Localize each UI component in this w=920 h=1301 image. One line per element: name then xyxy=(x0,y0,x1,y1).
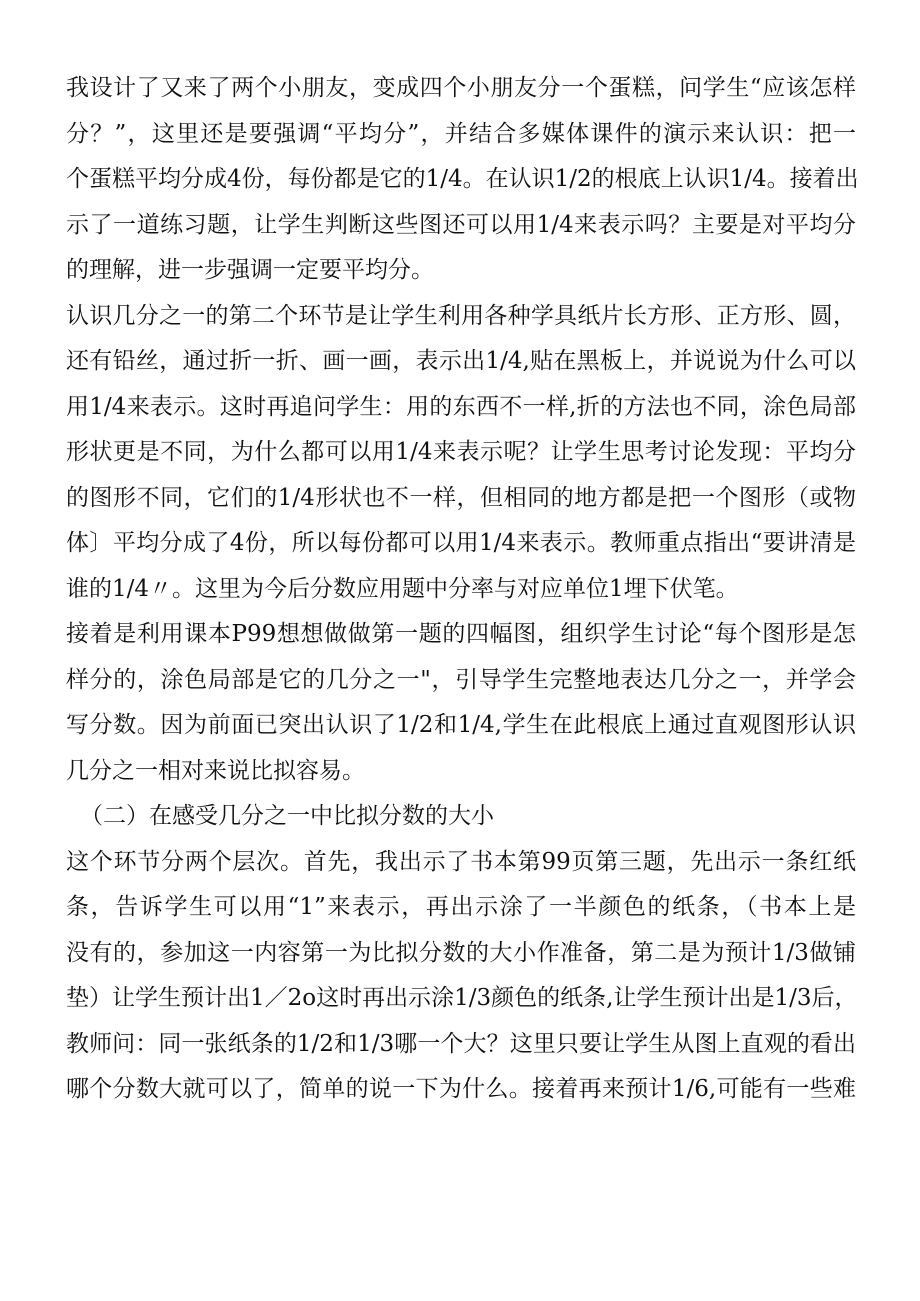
text-line: 形状更是不同，为什么都可以用1/4来表示呢？让学生思考讨论发现：平均分 xyxy=(66,439,856,465)
text-line: 的理解，进一步强调一定要平均分。 xyxy=(66,257,434,283)
text-line: 这个环节分两个层次。首先，我出示了书本第99页第三题，先出示一条红纸 xyxy=(66,848,856,875)
text-line: 教师问：同一张纸条的1/2和1/3哪一个大？这里只要让学生从图上直观的看出 xyxy=(66,1030,856,1057)
text-line: 哪个分数大就可以了，简单的说一下为什么。接着再来预计1/6,可能有一些难 xyxy=(66,1076,856,1102)
text-line: 样分的，涂色局部是它的几分之一"，引导学生完整地表达几分之一，并学会 xyxy=(66,666,856,693)
paragraph-2 xyxy=(66,294,856,613)
text-line: 没有的，参加这一内容第一为比拟分数的大小作准备，第二是为预计1/3做铺 xyxy=(66,939,856,966)
text-line: 垫）让学生预计出1／2o这时再出示涂1/3颜色的纸条,让学生预计出是1/3后， xyxy=(66,985,858,1011)
text-line: 分？”，这里还是要强调“平均分”，并结合多媒体课件的演示来认识：把一 xyxy=(66,120,856,147)
text-line: 我设计了又来了两个小朋友，变成四个小朋友分一个蛋糕，问学生“应该怎样 xyxy=(66,75,856,101)
paragraph-3 xyxy=(66,612,856,794)
section-heading-text: （二）在感受几分之一中比拟分数的大小 xyxy=(80,803,494,829)
text-line: 体〕平均分成了4份，所以每份都可以用1/4来表示。教师重点指出“要讲清是 xyxy=(66,530,856,556)
text-line: 用1/4来表示。这时再追问学生：用的东西不一样,折的方法也不同，涂色局部 xyxy=(66,393,856,420)
document-body xyxy=(66,66,859,1113)
text-line: 几分之一相对来说比拟容易。 xyxy=(66,757,365,784)
text-line: 谁的1/4〃。这里为今后分数应用题中分率与对应单位1埋下伏笔。 xyxy=(66,575,739,602)
text-line: 条，告诉学生可以用“1”来表示，再出示涂了一半颜色的纸条，（书本上是 xyxy=(66,894,856,920)
paragraph-5 xyxy=(66,840,856,1113)
section-heading xyxy=(66,794,856,840)
text-line: 示了一道练习题，让学生判断这些图还可以用1/4来表示吗？主要是对平均分 xyxy=(66,211,856,238)
paragraph-1 xyxy=(66,66,859,294)
text-line: 认识几分之一的第二个环节是让学生利用各种学具纸片长方形、正方形、圆， xyxy=(66,302,856,329)
text-line: 接着是利用课本P99想想做做第一题的四幅图，组织学生讨论“每个图形是怎 xyxy=(66,621,856,647)
text-line: 个蛋糕平均分成4份，每份都是它的1/4。在认识1/2的根底上认识1/4。接着出 xyxy=(66,166,859,192)
text-line: 的图形不同，它们的1/4形状也不一样，但相同的地方都是把一个图形（或物 xyxy=(66,484,856,511)
text-line: 还有铅丝，通过折一折、画一画，表示出1/4,贴在黑板上，并说说为什么可以 xyxy=(66,348,856,374)
text-line: 写分数。因为前面已突出认识了1/2和1/4,学生在此根底上通过直观图形认识 xyxy=(66,712,856,738)
